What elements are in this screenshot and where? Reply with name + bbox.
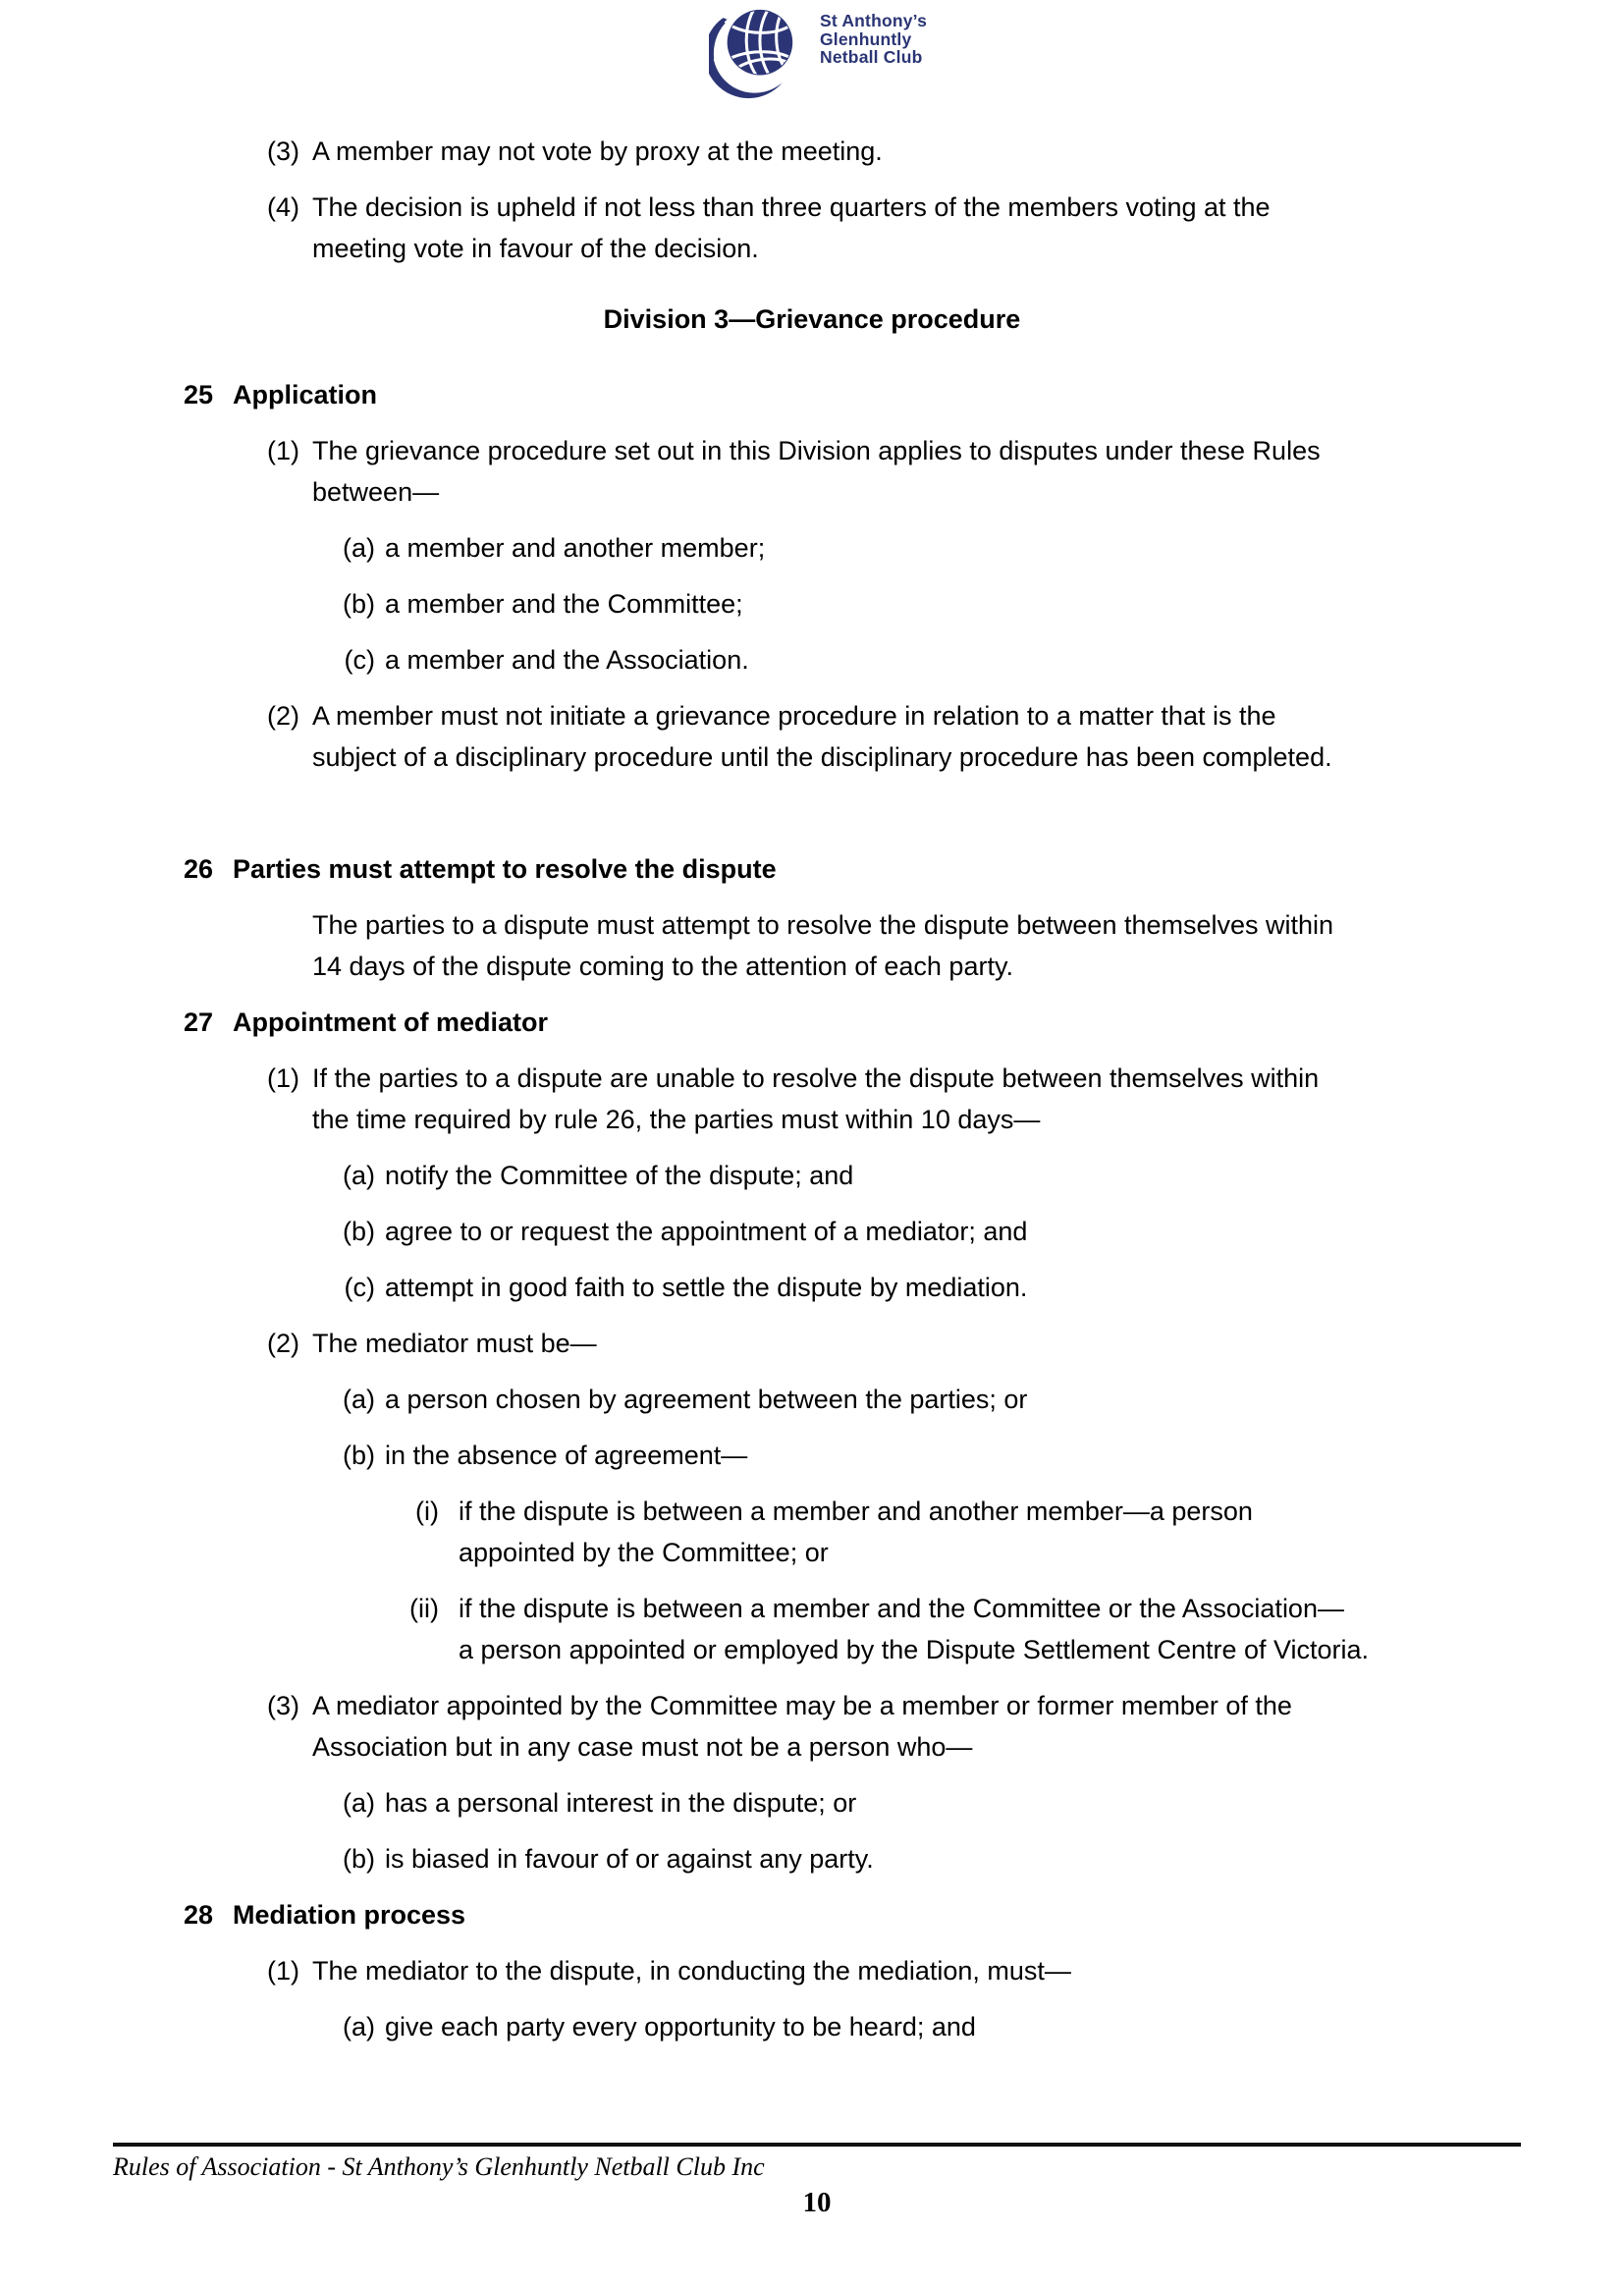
clause-number: (b) bbox=[343, 1217, 375, 1246]
rule-title: Application bbox=[233, 380, 377, 409]
clause-number: (b) bbox=[343, 589, 375, 619]
clause-text-line: in the absence of agreement— bbox=[385, 1441, 748, 1470]
clause-number: (a) bbox=[343, 1385, 375, 1414]
footer bbox=[113, 2143, 1521, 2219]
clause-text-line: The decision is upheld if not less than three quarters of the members voting at the bbox=[312, 192, 1271, 222]
clause-number: (a) bbox=[343, 533, 375, 563]
clause-item bbox=[0, 1491, 1624, 1573]
club-logo bbox=[709, 6, 927, 98]
clause-text-line: appointed by the Committee; or bbox=[459, 1538, 829, 1567]
clause-number: (c) bbox=[344, 645, 375, 675]
clause-text-line: a member and another member; bbox=[385, 533, 766, 563]
clause-text-line: has a personal interest in the dispute; or bbox=[385, 1788, 857, 1818]
clause-item bbox=[0, 583, 1624, 625]
footer-doc-title: Rules of Association - St Anthony’s Glenhuntly Netball Club Inc bbox=[113, 2152, 765, 2181]
clause-item bbox=[0, 1838, 1624, 1879]
clause-number: (3) bbox=[267, 1691, 299, 1720]
clause-text-line: a person chosen by agreement between the parties; or bbox=[385, 1385, 1028, 1414]
clause-text-line: a member and the Association. bbox=[385, 645, 749, 675]
clause-number: (1) bbox=[267, 436, 299, 465]
clause-number: (1) bbox=[267, 1063, 299, 1093]
clause-text-line: attempt in good faith to settle the dispute by mediation. bbox=[385, 1273, 1028, 1302]
logo-text-line: Netball Club bbox=[820, 47, 923, 67]
clause-text-line: The parties to a dispute must attempt to resolve the dispute between themselves within bbox=[312, 910, 1334, 940]
rule-title: Parties must attempt to resolve the dispute bbox=[233, 854, 777, 884]
clause-text-line: A member may not vote by proxy at the meeting. bbox=[312, 136, 883, 166]
logo-text-line: Glenhuntly bbox=[820, 28, 912, 49]
clause-number: (2) bbox=[267, 701, 299, 731]
clause-item bbox=[0, 1323, 1624, 1364]
clause-number: (b) bbox=[343, 1441, 375, 1470]
clause-item bbox=[0, 131, 1624, 172]
netball-icon bbox=[709, 6, 805, 98]
division-heading: Division 3—Grievance procedure bbox=[603, 304, 1021, 334]
footer-divider bbox=[113, 2143, 1521, 2147]
clause-text-line: The mediator to the dispute, in conducting the mediation, must— bbox=[312, 1956, 1071, 1986]
clause-text-line: notify the Committee of the dispute; and bbox=[385, 1161, 854, 1190]
clause-number: (ii) bbox=[409, 1594, 439, 1623]
rule-number: 28 bbox=[184, 1900, 214, 1930]
clause-item bbox=[0, 1782, 1624, 1823]
clause-item bbox=[0, 1950, 1624, 1991]
clause-text-line: A member must not initiate a grievance procedure in relation to a matter that is the bbox=[312, 701, 1276, 731]
clause-item bbox=[0, 1685, 1624, 1768]
clause-item bbox=[0, 2006, 1624, 2047]
clause-number: (4) bbox=[267, 192, 299, 222]
rule-heading bbox=[0, 374, 1624, 415]
clause-text-line: the time required by rule 26, the parties must within 10 days— bbox=[312, 1105, 1041, 1134]
clause-text-line: The grievance procedure set out in this Division applies to disputes under these Rules bbox=[312, 436, 1321, 465]
clause-text-line: between— bbox=[312, 477, 440, 507]
clause-item bbox=[0, 1267, 1624, 1308]
page-number: 10 bbox=[802, 2187, 832, 2218]
clause-text-line: The mediator must be— bbox=[312, 1329, 597, 1358]
clause-text-line: a member and the Committee; bbox=[385, 589, 743, 619]
clause-item bbox=[0, 430, 1624, 513]
clause-number: (a) bbox=[343, 1161, 375, 1190]
rule-number: 26 bbox=[184, 854, 214, 884]
clause-item bbox=[0, 187, 1624, 269]
rule-title: Mediation process bbox=[233, 1900, 466, 1930]
clause-number: (a) bbox=[343, 2012, 375, 2041]
clause-item bbox=[0, 695, 1624, 778]
clause-text-line: a person appointed or employed by the Dispute Settlement Centre of Victoria. bbox=[459, 1635, 1370, 1664]
clause-number: (3) bbox=[267, 136, 299, 166]
logo-text-line: St Anthony’s bbox=[820, 11, 928, 30]
clause-item bbox=[0, 639, 1624, 680]
clause-item bbox=[0, 1588, 1624, 1670]
clause-text-line: give each party every opportunity to be heard; and bbox=[385, 2012, 976, 2041]
clause-item bbox=[0, 1435, 1624, 1476]
paragraph bbox=[0, 904, 1624, 987]
clause-item bbox=[0, 1058, 1624, 1140]
rule-number: 27 bbox=[184, 1007, 214, 1037]
clause-number: (a) bbox=[343, 1788, 375, 1818]
rule-number: 25 bbox=[184, 380, 214, 409]
clause-item bbox=[0, 527, 1624, 569]
clause-item bbox=[0, 1155, 1624, 1196]
rule-heading bbox=[0, 1894, 1624, 1935]
clause-item bbox=[0, 1211, 1624, 1252]
clause-text-line: if the dispute is between a member and another member—a person bbox=[459, 1497, 1253, 1526]
clause-text-line: A mediator appointed by the Committee may be a member or former member of the bbox=[312, 1691, 1292, 1720]
clause-text-line: agree to or request the appointment of a mediator; and bbox=[385, 1217, 1028, 1246]
clause-number: (c) bbox=[344, 1273, 375, 1302]
clause-number: (b) bbox=[343, 1844, 375, 1874]
clause-text-line: is biased in favour of or against any party. bbox=[385, 1844, 874, 1874]
clause-number: (i) bbox=[415, 1497, 439, 1526]
clause-text-line: subject of a disciplinary procedure until the disciplinary procedure has been completed. bbox=[312, 742, 1332, 772]
rule-heading bbox=[0, 1002, 1624, 1043]
rule-title: Appointment of mediator bbox=[233, 1007, 548, 1037]
clause-text-line: meeting vote in favour of the decision. bbox=[312, 234, 759, 263]
clause-text-line: if the dispute is between a member and the Committee or the Association— bbox=[459, 1594, 1344, 1623]
clause-number: (1) bbox=[267, 1956, 299, 1986]
rule-heading bbox=[0, 848, 1624, 890]
clause-text-line: If the parties to a dispute are unable to resolve the dispute between themselves within bbox=[312, 1063, 1320, 1093]
clause-text-line: Association but in any case must not be a person who— bbox=[312, 1732, 973, 1762]
clause-item bbox=[0, 1379, 1624, 1420]
clause-text-line: 14 days of the dispute coming to the attention of each party. bbox=[312, 952, 1013, 981]
clause-number: (2) bbox=[267, 1329, 299, 1358]
